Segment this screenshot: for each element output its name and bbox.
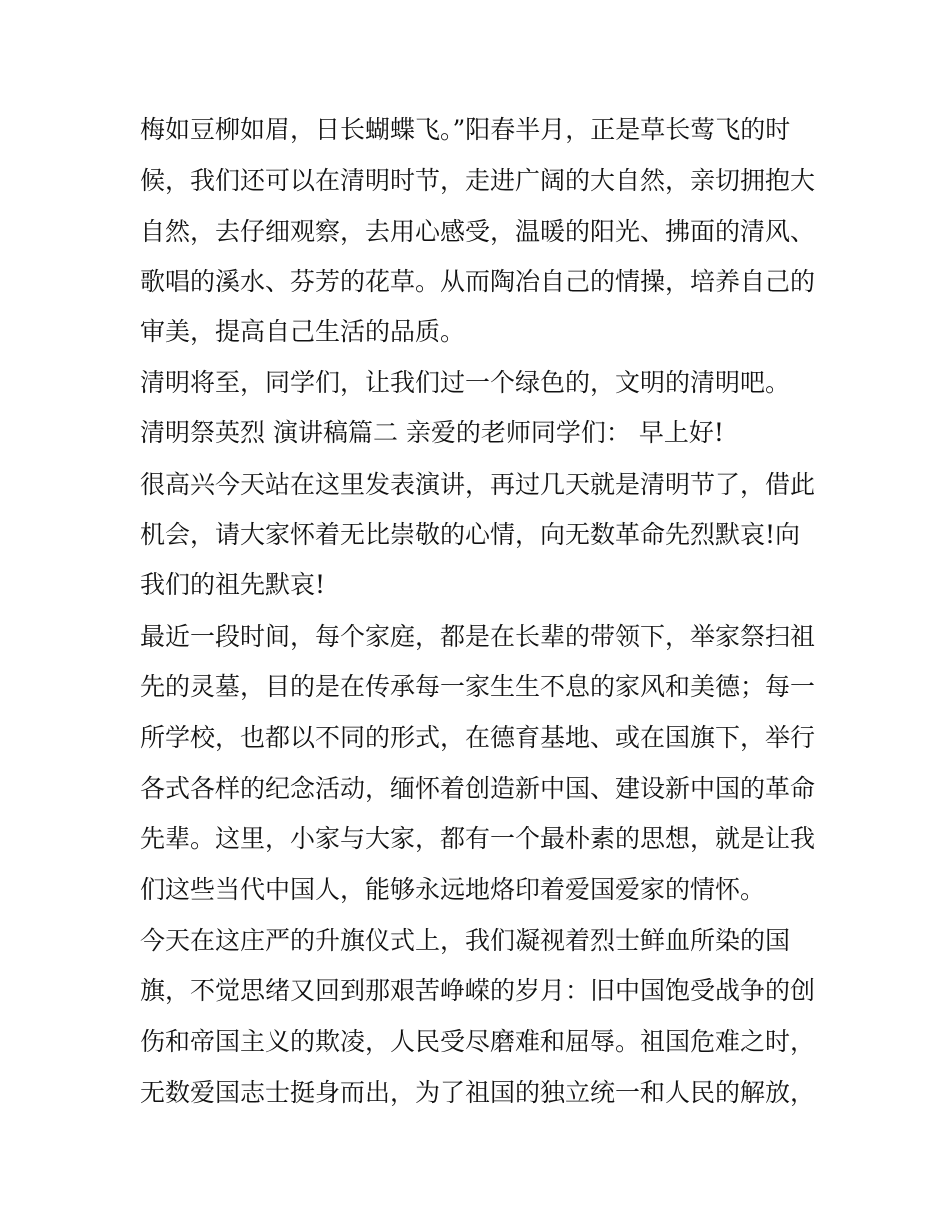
text-line: 候，我们还可以在清明时节，走进广阔的大自然，亲切拥抱大 (140, 166, 816, 195)
text-line: 无数爱国志士挺身而出，为了祖国的独立统一和人民的解放， (140, 1078, 816, 1107)
text-line: 审美，提高自己生活的品质。 (140, 317, 466, 346)
text-line: 清明将至，同学们，让我们过一个绿色的，文明的清明吧。 (140, 368, 791, 397)
text-line: 机会，请大家怀着无比崇敬的心情，向无数革命先烈默哀!向 (140, 520, 801, 549)
text-line: 最近一段时间，每个家庭，都是在长辈的带领下，举家祭扫祖 (140, 622, 816, 651)
text-line: 们这些当代中国人，能够永远地烙印着爱国爱家的情怀。 (140, 875, 766, 904)
text-line: 伤和帝国主义的欺凌，人民受尽磨难和屈辱。祖国危难之时， (140, 1027, 816, 1056)
text-line: 旗，不觉思绪又回到那艰苦峥嵘的岁月：旧中国饱受战争的创 (140, 976, 816, 1005)
text-line: 清明祭英烈 演讲稿篇二 亲爱的老师同学们： 早上好! (140, 418, 724, 447)
text-line: 先辈。这里，小家与大家，都有一个最朴素的思想，就是让我 (140, 824, 816, 853)
text-line: 先的灵墓，目的是在传承每一家生生不息的家风和美德；每一 (140, 672, 816, 701)
text-line: 我们的祖先默哀! (140, 570, 326, 599)
text-line: 很高兴今天站在这里发表演讲，再过几天就是清明节了，借此 (140, 470, 816, 499)
text-line: 今天在这庄严的升旗仪式上，我们凝视着烈士鲜血所染的国 (140, 926, 791, 955)
text-line: 各式各样的纪念活动，缅怀着创造新中国、建设新中国的革命 (140, 774, 816, 803)
text-line: 梅如豆柳如眉，日长蝴蝶飞。”阳春半月，正是草长莺飞的时 (140, 115, 791, 144)
text-line: 歌唱的溪水、芬芳的花草。从而陶冶自己的情操，培养自己的 (140, 267, 816, 296)
text-line: 自然，去仔细观察，去用心感受，温暖的阳光、拂面的清风、 (140, 217, 816, 246)
text-line: 所学校，也都以不同的形式，在德育基地、或在国旗下，举行 (140, 723, 816, 752)
